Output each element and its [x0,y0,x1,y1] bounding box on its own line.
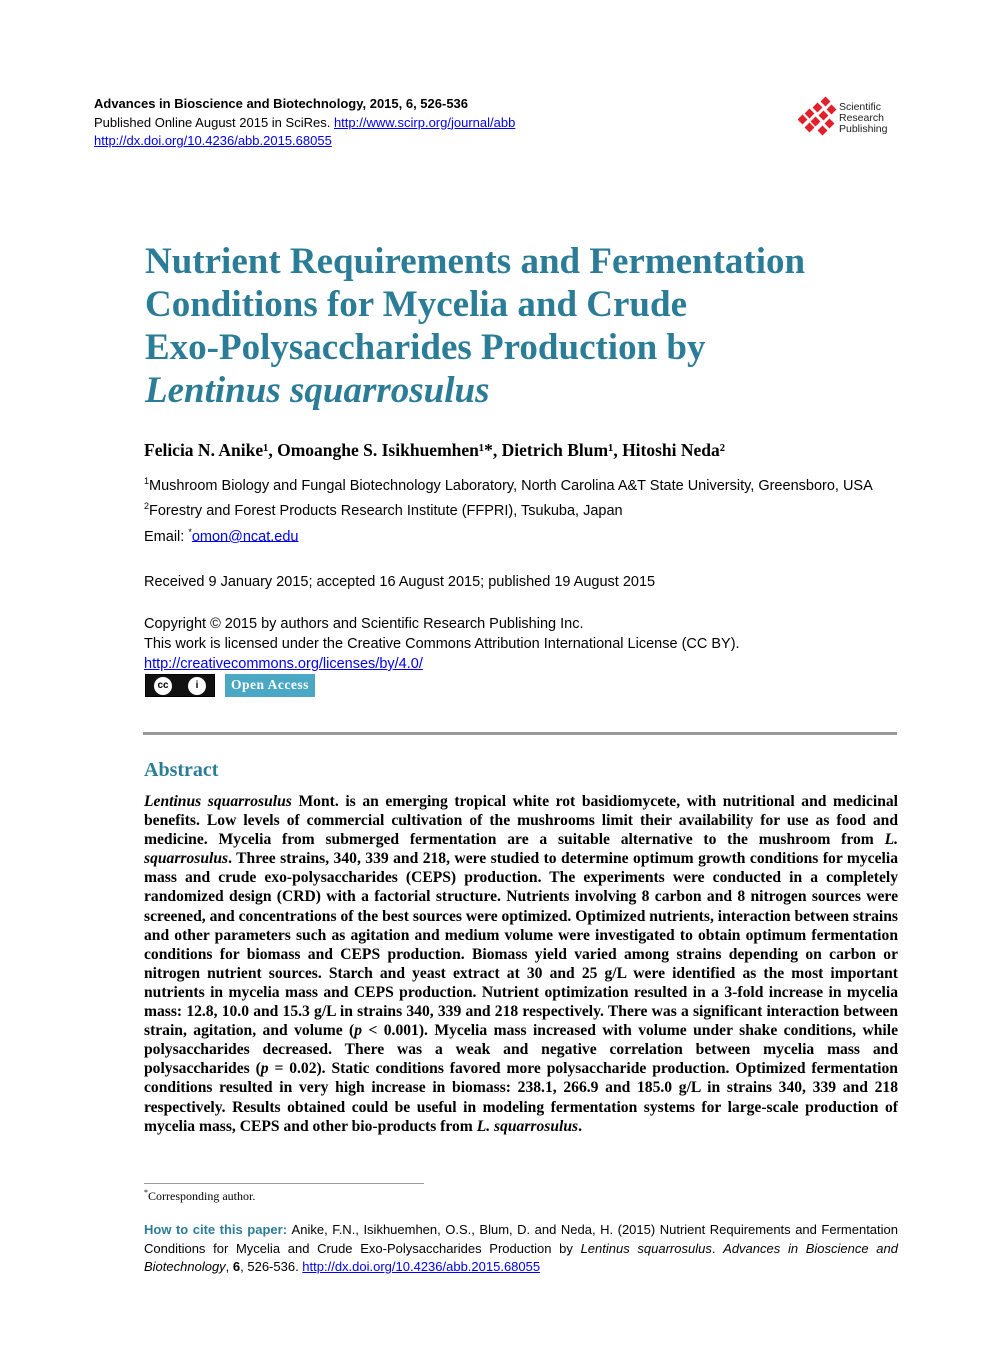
species-name: L. squarrosulus [144,831,898,868]
footnote [144,1188,255,1204]
abstract-text: < 0.001). Mycelia mass increased with volume under shake conditions, while polysaccharides decreased. There was a weak and negative correlation between mycelia mass and polysaccharides ( [144,1022,898,1078]
license-link[interactable]: http://creativecommons.org/licenses/by/4.0/ [144,656,423,672]
abstract-text: . Three strains, 340, 339 and 218, were studied to determine optimum growth conditions for mycelia mass and crude exo-polysaccharides (CEPS) production. The experiments were conducted in a completely randomized design (CRD) with a factorial structure. Nutrients involving 8 carbon and 8 nitrogen sources were screened, and concentrations of the best sources were optimized. Optimized nutrients, interaction between strains and other parameters such as agitation and medium volume were investigated to obtain optimum fermentation conditions for biomass and CEPS production. Biomass yield varied among strains depending on carbon or nitrogen nutrient sources. Starch and yeast extract at 30 and 25 g/L were identified as the most important nutrients in mycelia mass and CEPS production. Nutrient optimization resulted in a 3-fold increase in mycelia mass: 12.8, 10.0 and 15.3 g/L in strains 340, 339 and 218 respectively. There was a significant interaction between strain, agitation, and volume ( [144,850,898,1040]
cc-icon: cc [154,677,172,695]
copyright [144,614,740,674]
abstract-text: = 0.02). Static conditions favored more polysaccharide production. Optimized fermentation conditions resulted in very high increase in biomass: 238.1, 266.9 and 185.0 g/L in strains 340, 339 and 218 respectively. Results obtained could be useful in modeling fermentation systems for large-scale production of mycelia mass, CEPS and other bio-products from [144,1060,898,1135]
p-symbol: p [260,1060,269,1078]
cc-by-badge[interactable] [145,674,215,697]
footnote-text: Corresponding author. [148,1189,256,1203]
affiliation-marker: 2 [144,501,150,512]
logo-text: Research [839,111,884,124]
citation-doi-link[interactable]: http://dx.doi.org/10.4236/abb.2015.68055 [302,1259,541,1274]
publisher-logo [798,96,887,140]
attribution-icon: i [188,677,206,695]
citation-text: , 526-536. [240,1259,303,1274]
copyright-line: Copyright © 2015 by authors and Scientific Research Publishing Inc. [144,616,584,632]
abstract-heading: Abstract [144,759,219,781]
email-link[interactable]: omon@ncat.edu [191,528,299,545]
citation-journal: Advances in Bioscience and Biotechnology [144,1240,898,1274]
citation-volume: 6 [232,1259,241,1274]
abstract-body [144,792,898,1136]
abstract-text: . [578,1117,582,1135]
journal-header [94,95,515,151]
badges [145,674,315,697]
affiliation-2: Forestry and Forest Products Research Institute (FFPRI), Tsukuba, Japan [149,503,623,520]
footnote-divider [144,1183,424,1184]
citation [144,1221,898,1277]
license-line: This work is licensed under the Creative Commons Attribution International License (CC BY). [144,636,740,652]
journal-citation: Advances in Bioscience and Biotechnology, 2015, 6, 526-536 [94,96,469,111]
species-name: Lentinus squarrosulus [144,793,292,810]
title-line: Nutrient Requirements and Fermentation [145,241,806,282]
published-text: Published Online August 2015 in SciRes. [94,114,334,130]
citation-text: Anike, F.N., Isikhuemhen, O.S., Blum, D. and Neda, H. (2015) Nutrient Requirements and Fermentation Conditions for Mycelia and Crude Exo-Polysaccharides Production by [144,1222,898,1256]
diamond-logo-icon [798,96,838,140]
affiliation-marker: 1 [144,476,150,486]
citation-species: Lentinus squarrosulus [580,1240,712,1256]
p-symbol: p [354,1022,363,1040]
affiliation-1: Mushroom Biology and Fungal Biotechnology Laboratory, North Carolina A&T State University, Greensboro, USA [149,477,873,494]
divider [143,732,897,735]
authors: Felicia N. Anike¹, Omoanghe S. Isikhuemhen¹*, Dietrich Blum¹, Hitoshi Neda² [144,440,726,460]
logo-text: Scientific [839,100,882,113]
journal-link[interactable]: http://www.scirp.org/journal/abb [333,114,516,130]
email-marker: * [188,526,192,537]
citation-label: How to cite this paper: [144,1222,292,1237]
title-line: Conditions for Mycelia and Crude [145,284,688,325]
footnote-marker: * [144,1188,148,1197]
title-line: Exo-Polysaccharides Production by [145,327,706,368]
affiliations [144,471,904,547]
email-label: Email: [144,528,189,545]
logo-text: Publishing [839,122,888,135]
citation-text: . [711,1240,724,1256]
paper-title [145,240,905,412]
species-name: L. squarrosulus [476,1117,579,1135]
dates: Received 9 January 2015; accepted 16 August 2015; published 19 August 2015 [144,574,656,590]
open-access-badge: Open Access [225,674,315,697]
title-line: Lentinus squarrosulus [145,370,490,411]
citation-text: , [225,1259,233,1274]
abstract-text: Mont. is an emerging tropical white rot basidiomycete, with nutritional and medicinal benefits. Low levels of commercial cultivation of the mushrooms limit their availability for use as food and medicine. Mycelia from submerged fermentation are a suitable alternative to the mushroom from [144,793,898,849]
doi-link[interactable]: http://dx.doi.org/10.4236/abb.2015.68055 [94,133,332,148]
